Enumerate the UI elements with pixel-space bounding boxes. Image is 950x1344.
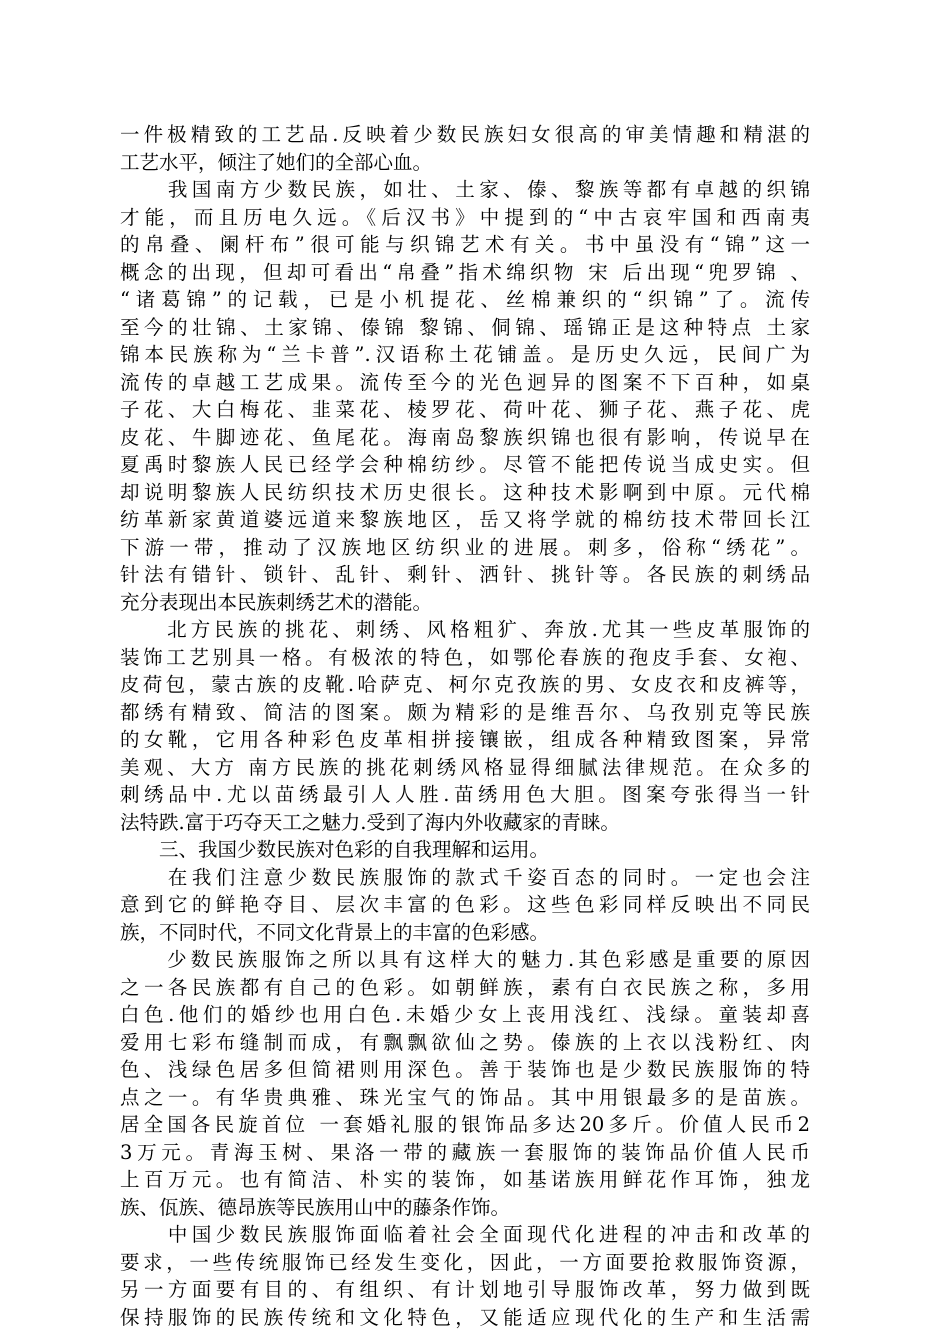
- text-line: 刺绣品中.尤以苗绣最引人人胜.苗绣用色大胆。图案夸张得当一针: [120, 783, 810, 806]
- text-line: 保持服饰的民族传统和文化特色，又能适应现代化的生产和生活需: [120, 1305, 810, 1329]
- text-line: 的女靴，它用各种彩色皮革相拼接镶嵌，组成各种精致图案，异常: [120, 728, 810, 751]
- text-line: 白色.他们的婚纱也用白色.未婚少女上丧用浅红、浅绿。童装却喜: [120, 1003, 810, 1026]
- text-line: 色、浅绿色居多但简裙则用深色。善于装饰也是少数民族服饰的特: [120, 1058, 810, 1081]
- text-line: 的帛叠、阑杆布”很可能与织锦艺术有关。书中虽没有“锦”这一: [120, 233, 810, 256]
- text-line: 皮荷包，蒙古族的皮靴.哈萨克、柯尔克孜族的男、女皮衣和皮裤等，: [120, 673, 810, 696]
- text-line: 流传的卓越工艺成果。流传至今的光色迥异的图案不下百种，如桌: [120, 370, 810, 394]
- text-line: 之一各民族都有自己的色彩。如朝鲜族，素有白衣民族之称，多用: [120, 975, 810, 999]
- text-line: 少数民族服饰之所以具有这样大的魅力.其色彩感是重要的原因: [120, 948, 810, 971]
- text-line: 概念的出现，但却可看出“帛叠”指术绵织物 宋 后出现“兜罗锦 、: [120, 260, 810, 284]
- text-line: 锦本民族称为“兰卡普”.汉语称土花铺盖。是历史久远，民间广为: [120, 343, 810, 366]
- text-line: 另一方面要有目的、有组织、有计划地引导服饰改革，努力做到既: [120, 1278, 810, 1301]
- text-line: 中国少数民族服饰面临着社会全面现代化进程的冲击和改革的: [120, 1223, 810, 1246]
- text-line: 才能，而且历电久远。《后汉书》中提到的“中古哀牢国和西南夷: [120, 205, 810, 229]
- text-line: 族，不同时代，不同文化背景上的丰富的色彩感。: [120, 920, 550, 944]
- text-line: 夏禹时黎族人民已经学会种棉纺纱。尽管不能把传说当成史实。但: [120, 453, 810, 476]
- text-line: “诸葛锦”的记载，已是小机提花、丝棉兼织的“织锦”了。流传: [120, 288, 810, 311]
- text-line: 3万元。青海玉树、果洛一带的藏族一套服饰的装饰品价值人民币: [120, 1140, 810, 1164]
- text-line: 族、佤族、德昂族等民族用山中的藤条作饰。: [120, 1195, 511, 1219]
- text-line: 美观、大方 南方民族的挑花刺绣风格显得细腻法律规范。在众多的: [120, 755, 810, 779]
- text-line: 法特跌.富于巧夺天工之魅力.受到了海内外收藏家的青睐。: [120, 810, 620, 834]
- text-line: 居全国各民旋首位 一套婚礼服的银饰品多达20多斤。价值人民币2: [120, 1113, 810, 1136]
- text-line: 却说明黎族人民纺织技术历史很长。这种技术影啊到中原。元代棉: [120, 480, 810, 504]
- text-line: 工艺水平，倾注了她们的全部心血。: [120, 150, 433, 174]
- text-line: 爱用七彩布缝制而成，有飘飘欲仙之势。傣族的上衣以浅粉红、肉: [120, 1030, 810, 1054]
- text-line: 一件极精致的工艺品.反映着少数民族妇女很高的审美情趣和精湛的: [120, 123, 810, 146]
- text-line: 意到它的鲜艳夺目、层次丰富的色彩。这些色彩同样反映出不同民: [120, 893, 810, 916]
- text-line: 皮花、牛脚迹花、鱼尾花。海南岛黎族织锦也很有影响，传说早在: [120, 425, 810, 449]
- text-line: 要求，一些传统服饰已经发生变化，因此，一方面要抢救服饰资源，: [120, 1250, 810, 1274]
- text-line: 都绣有精致、简洁的图案。颇为精彩的是维吾尔、乌孜别克等民族: [120, 700, 810, 724]
- text-line: 纺革新家黄道婆远道来黎族地区，岳又将学就的棉纺技术带回长江: [120, 508, 810, 531]
- text-line: 装饰工艺别具一格。有极浓的特色，如鄂伦春族的孢皮手套、女袍、: [120, 645, 810, 669]
- text-line: 点之一。有华贵典雅、珠光宝气的饰品。其中用银最多的是苗族。: [120, 1085, 810, 1109]
- text-line: 充分表现出本民族刺绣艺术的潜能。: [120, 590, 433, 614]
- text-line: 下游一带，推动了汉族地区纺织业的进展。刺多，俗称“绣花”。: [120, 535, 810, 559]
- body-text: [120, 121, 810, 1331]
- text-line: 针法有错针、锁针、乱针、剩针、洒针、挑针等。各民族的刺绣品: [120, 563, 810, 586]
- text-line: 上百万元。也有简洁、朴实的装饰，如基诺族用鲜花作耳饰，独龙: [120, 1168, 810, 1191]
- text-line: 在我们注意少数民族服饰的款式千姿百态的同时。一定也会注: [120, 865, 810, 889]
- text-line: 至今的壮锦、土家锦、傣锦 黎锦、侗锦、瑶锦正是这种特点 土家: [120, 315, 810, 339]
- text-line: 北方民族的挑花、刺绣、风格粗犷、奔放.尤其一些皮革服饰的: [120, 618, 810, 641]
- text-line: 三、我国少数民族对色彩的自我理解和运用。: [120, 838, 550, 861]
- text-line: 我国南方少数民族，如壮、土家、傣、黎族等都有卓越的织锦: [120, 178, 810, 201]
- text-line: 子花、大白梅花、韭菜花、棱罗花、荷叶花、狮子花、燕子花、虎: [120, 398, 810, 421]
